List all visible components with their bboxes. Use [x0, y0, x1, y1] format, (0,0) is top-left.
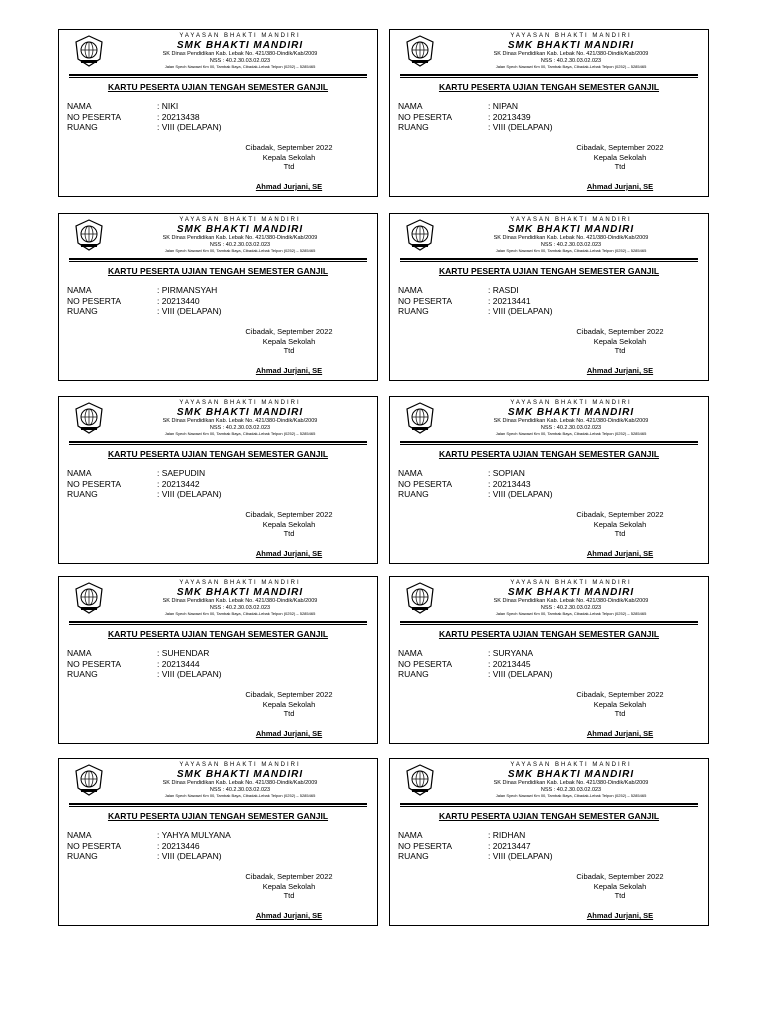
school-address: Jalan Syech Nawawi Km 00, Tambak Baya, Cibadak-Lebak Telpon (0252) – 5285465 [164, 793, 316, 798]
letterhead-rule-thin [69, 806, 367, 807]
room-value: : VIII (DELAPAN) [488, 122, 553, 132]
room-label: RUANG [398, 122, 429, 132]
number-value: : 20213438 [157, 111, 200, 122]
card-title: KARTU PESERTA UJIAN TENGAH SEMESTER GANJIL [107, 629, 329, 639]
school-address: Jalan Syech Nawawi Km 00, Tambak Baya, Cibadak-Lebak Telpon (0252) – 5285465 [164, 64, 316, 69]
school-emblem-icon [404, 219, 436, 251]
letterhead-rule-thin [69, 77, 367, 78]
school-emblem-icon [404, 402, 436, 434]
school-emblem-icon [73, 402, 105, 434]
name-label: NAMA [398, 101, 423, 111]
name-label: NAMA [398, 648, 423, 658]
letterhead-rule [69, 803, 367, 805]
school-emblem-icon [404, 764, 436, 796]
exam-card [389, 576, 709, 744]
place-date: Cibadak, September 2022 [245, 690, 333, 699]
name-value: : YAHYA MULYANA [157, 830, 231, 840]
school-emblem-icon [73, 35, 105, 67]
signer-name: Ahmad Jurjani, SE [255, 729, 323, 738]
school-name: SMK BHAKTI MANDIRI [507, 587, 635, 598]
foundation-name: YAYASAN BHAKTI MANDIRI [179, 217, 301, 223]
signature-mark: Ttd [283, 529, 295, 538]
signature-mark: Ttd [283, 891, 295, 900]
room-label: RUANG [398, 851, 429, 861]
name-value: : RASDI [488, 285, 519, 295]
participant-fields [67, 648, 222, 680]
exam-card [58, 396, 378, 564]
school-decree: SK Dinas Pendidikan Kab. Lebak No. 421/380-Dindik/Kab/2009 [162, 598, 318, 604]
foundation-name: YAYASAN BHAKTI MANDIRI [510, 33, 632, 39]
signature-mark: Ttd [614, 346, 626, 355]
place-date: Cibadak, September 2022 [245, 510, 333, 519]
card-title: KARTU PESERTA UJIAN TENGAH SEMESTER GANJIL [107, 82, 329, 92]
signature-block [560, 327, 680, 375]
room-value: : VIII (DELAPAN) [157, 489, 222, 499]
number-value: : 20213442 [157, 478, 200, 489]
school-decree: SK Dinas Pendidikan Kab. Lebak No. 421/380-Dindik/Kab/2009 [162, 51, 318, 57]
exam-card [389, 29, 709, 197]
school-name: SMK BHAKTI MANDIRI [176, 587, 304, 598]
signature-mark: Ttd [283, 346, 295, 355]
number-label: NO PESERTA [67, 658, 122, 669]
signer-name: Ahmad Jurjani, SE [255, 549, 323, 558]
name-label: NAMA [67, 101, 92, 111]
exam-card [58, 29, 378, 197]
letterhead-rule [400, 441, 698, 443]
school-decree: SK Dinas Pendidikan Kab. Lebak No. 421/380-Dindik/Kab/2009 [493, 780, 649, 786]
exam-card [389, 213, 709, 381]
signer-position: Kepala Sekolah [593, 699, 647, 709]
school-emblem-icon [73, 219, 105, 251]
letterhead-rule [69, 258, 367, 260]
place-date: Cibadak, September 2022 [576, 690, 664, 699]
card-title: KARTU PESERTA UJIAN TENGAH SEMESTER GANJIL [107, 266, 329, 276]
letterhead-rule [400, 258, 698, 260]
school-nss: NSS : 40.2.30.03.02.023 [209, 241, 271, 248]
school-name: SMK BHAKTI MANDIRI [507, 407, 635, 418]
letterhead [442, 33, 700, 69]
school-name: SMK BHAKTI MANDIRI [176, 769, 304, 780]
name-value: : RIDHAN [488, 830, 526, 840]
number-label: NO PESERTA [67, 111, 122, 122]
school-nss: NSS : 40.2.30.03.02.023 [540, 241, 602, 248]
foundation-name: YAYASAN BHAKTI MANDIRI [179, 580, 301, 586]
school-name: SMK BHAKTI MANDIRI [176, 407, 304, 418]
signer-position: Kepala Sekolah [593, 152, 647, 162]
name-label: NAMA [67, 468, 92, 478]
signer-name: Ahmad Jurjani, SE [586, 911, 654, 920]
name-label: NAMA [398, 285, 423, 295]
number-label: NO PESERTA [398, 840, 453, 851]
signer-position: Kepala Sekolah [262, 152, 316, 162]
school-emblem-icon [73, 582, 105, 614]
school-name: SMK BHAKTI MANDIRI [507, 224, 635, 235]
signature-block [560, 690, 680, 738]
signer-position: Kepala Sekolah [262, 519, 316, 529]
letterhead-rule [69, 74, 367, 76]
exam-card [58, 576, 378, 744]
signature-mark: Ttd [614, 891, 626, 900]
number-label: NO PESERTA [398, 295, 453, 306]
signature-mark: Ttd [283, 162, 295, 171]
school-name: SMK BHAKTI MANDIRI [507, 769, 635, 780]
number-value: : 20213445 [488, 658, 531, 669]
school-nss: NSS : 40.2.30.03.02.023 [209, 604, 271, 611]
school-address: Jalan Syech Nawawi Km 00, Tambak Baya, Cibadak-Lebak Telpon (0252) – 5285465 [164, 431, 316, 436]
card-title: KARTU PESERTA UJIAN TENGAH SEMESTER GANJIL [438, 82, 660, 92]
school-address: Jalan Syech Nawawi Km 00, Tambak Baya, Cibadak-Lebak Telpon (0252) – 5285465 [495, 431, 647, 436]
foundation-name: YAYASAN BHAKTI MANDIRI [510, 217, 632, 223]
school-decree: SK Dinas Pendidikan Kab. Lebak No. 421/380-Dindik/Kab/2009 [493, 51, 649, 57]
signer-name: Ahmad Jurjani, SE [586, 182, 654, 191]
school-nss: NSS : 40.2.30.03.02.023 [209, 786, 271, 793]
name-value: : NIKI [157, 101, 179, 111]
place-date: Cibadak, September 2022 [576, 143, 664, 152]
room-label: RUANG [67, 306, 98, 316]
letterhead-rule [400, 803, 698, 805]
place-date: Cibadak, September 2022 [576, 510, 664, 519]
name-label: NAMA [398, 468, 423, 478]
letterhead [111, 762, 369, 798]
participant-fields [398, 468, 553, 500]
room-value: : VIII (DELAPAN) [157, 306, 222, 316]
number-value: : 20213439 [488, 111, 531, 122]
letterhead [111, 217, 369, 253]
exam-card [389, 396, 709, 564]
name-value: : SURYANA [488, 648, 534, 658]
signer-name: Ahmad Jurjani, SE [255, 182, 323, 191]
signature-block [560, 143, 680, 191]
number-value: : 20213441 [488, 295, 531, 306]
room-value: : VIII (DELAPAN) [488, 851, 553, 861]
letterhead-rule-thin [69, 624, 367, 625]
card-title: KARTU PESERTA UJIAN TENGAH SEMESTER GANJIL [438, 449, 660, 459]
name-value: : NIPAN [488, 101, 519, 111]
room-label: RUANG [398, 669, 429, 679]
signer-position: Kepala Sekolah [262, 336, 316, 346]
card-title: KARTU PESERTA UJIAN TENGAH SEMESTER GANJIL [438, 811, 660, 821]
place-date: Cibadak, September 2022 [245, 872, 333, 881]
signer-name: Ahmad Jurjani, SE [586, 729, 654, 738]
room-value: : VIII (DELAPAN) [488, 489, 553, 499]
letterhead-rule-thin [400, 806, 698, 807]
signature-block [229, 327, 349, 375]
foundation-name: YAYASAN BHAKTI MANDIRI [510, 762, 632, 768]
school-decree: SK Dinas Pendidikan Kab. Lebak No. 421/380-Dindik/Kab/2009 [162, 780, 318, 786]
place-date: Cibadak, September 2022 [245, 143, 333, 152]
participant-fields [398, 830, 553, 862]
exam-card [58, 758, 378, 926]
letterhead-rule [400, 621, 698, 623]
number-value: : 20213447 [488, 840, 531, 851]
school-address: Jalan Syech Nawawi Km 00, Tambak Baya, Cibadak-Lebak Telpon (0252) – 5285465 [164, 611, 316, 616]
name-label: NAMA [398, 830, 423, 840]
card-title: KARTU PESERTA UJIAN TENGAH SEMESTER GANJIL [438, 629, 660, 639]
signature-block [229, 510, 349, 558]
number-value: : 20213446 [157, 840, 200, 851]
place-date: Cibadak, September 2022 [245, 327, 333, 336]
room-value: : VIII (DELAPAN) [488, 669, 553, 679]
signature-mark: Ttd [614, 529, 626, 538]
school-nss: NSS : 40.2.30.03.02.023 [540, 604, 602, 611]
signature-mark: Ttd [283, 709, 295, 718]
signature-mark: Ttd [614, 162, 626, 171]
signature-block [560, 510, 680, 558]
school-nss: NSS : 40.2.30.03.02.023 [540, 57, 602, 64]
school-decree: SK Dinas Pendidikan Kab. Lebak No. 421/380-Dindik/Kab/2009 [493, 235, 649, 241]
number-label: NO PESERTA [67, 478, 122, 489]
room-value: : VIII (DELAPAN) [157, 669, 222, 679]
school-name: SMK BHAKTI MANDIRI [176, 224, 304, 235]
school-emblem-icon [404, 582, 436, 614]
school-nss: NSS : 40.2.30.03.02.023 [209, 57, 271, 64]
room-value: : VIII (DELAPAN) [488, 306, 553, 316]
name-value: : SOPIAN [488, 468, 525, 478]
signer-position: Kepala Sekolah [593, 881, 647, 891]
letterhead [111, 400, 369, 436]
letterhead [111, 33, 369, 69]
room-label: RUANG [398, 489, 429, 499]
room-label: RUANG [398, 306, 429, 316]
letterhead [442, 217, 700, 253]
room-label: RUANG [67, 489, 98, 499]
signer-name: Ahmad Jurjani, SE [586, 549, 654, 558]
school-nss: NSS : 40.2.30.03.02.023 [540, 424, 602, 431]
number-label: NO PESERTA [398, 111, 453, 122]
name-label: NAMA [67, 648, 92, 658]
number-label: NO PESERTA [67, 295, 122, 306]
number-value: : 20213440 [157, 295, 200, 306]
name-value: : SAEPUDIN [157, 468, 206, 478]
number-label: NO PESERTA [398, 658, 453, 669]
school-decree: SK Dinas Pendidikan Kab. Lebak No. 421/380-Dindik/Kab/2009 [493, 418, 649, 424]
school-nss: NSS : 40.2.30.03.02.023 [209, 424, 271, 431]
letterhead [111, 580, 369, 616]
number-label: NO PESERTA [398, 478, 453, 489]
school-address: Jalan Syech Nawawi Km 00, Tambak Baya, Cibadak-Lebak Telpon (0252) – 5285465 [495, 793, 647, 798]
foundation-name: YAYASAN BHAKTI MANDIRI [179, 33, 301, 39]
school-emblem-icon [73, 764, 105, 796]
room-label: RUANG [67, 122, 98, 132]
participant-fields [67, 468, 222, 500]
signature-block [560, 872, 680, 920]
place-date: Cibadak, September 2022 [576, 872, 664, 881]
signer-position: Kepala Sekolah [262, 699, 316, 709]
exam-card [389, 758, 709, 926]
school-name: SMK BHAKTI MANDIRI [507, 40, 635, 51]
number-value: : 20213443 [488, 478, 531, 489]
school-decree: SK Dinas Pendidikan Kab. Lebak No. 421/380-Dindik/Kab/2009 [493, 598, 649, 604]
signature-mark: Ttd [614, 709, 626, 718]
room-label: RUANG [67, 851, 98, 861]
school-decree: SK Dinas Pendidikan Kab. Lebak No. 421/380-Dindik/Kab/2009 [162, 418, 318, 424]
card-title: KARTU PESERTA UJIAN TENGAH SEMESTER GANJIL [107, 811, 329, 821]
exam-card [58, 213, 378, 381]
letterhead [442, 400, 700, 436]
letterhead-rule-thin [400, 261, 698, 262]
place-date: Cibadak, September 2022 [576, 327, 664, 336]
participant-fields [67, 285, 222, 317]
foundation-name: YAYASAN BHAKTI MANDIRI [179, 762, 301, 768]
school-decree: SK Dinas Pendidikan Kab. Lebak No. 421/380-Dindik/Kab/2009 [162, 235, 318, 241]
letterhead [442, 762, 700, 798]
room-value: : VIII (DELAPAN) [157, 851, 222, 861]
signer-name: Ahmad Jurjani, SE [255, 366, 323, 375]
participant-fields [398, 101, 553, 133]
signature-block [229, 690, 349, 738]
letterhead-rule [69, 621, 367, 623]
foundation-name: YAYASAN BHAKTI MANDIRI [510, 580, 632, 586]
card-title: KARTU PESERTA UJIAN TENGAH SEMESTER GANJIL [438, 266, 660, 276]
school-address: Jalan Syech Nawawi Km 00, Tambak Baya, Cibadak-Lebak Telpon (0252) – 5285465 [495, 64, 647, 69]
room-value: : VIII (DELAPAN) [157, 122, 222, 132]
number-label: NO PESERTA [67, 840, 122, 851]
signer-name: Ahmad Jurjani, SE [586, 366, 654, 375]
name-value: : PIRMANSYAH [157, 285, 218, 295]
school-address: Jalan Syech Nawawi Km 00, Tambak Baya, Cibadak-Lebak Telpon (0252) – 5285465 [164, 248, 316, 253]
school-address: Jalan Syech Nawawi Km 00, Tambak Baya, Cibadak-Lebak Telpon (0252) – 5285465 [495, 248, 647, 253]
card-title: KARTU PESERTA UJIAN TENGAH SEMESTER GANJIL [107, 449, 329, 459]
name-value: : SUHENDAR [157, 648, 210, 658]
letterhead [442, 580, 700, 616]
name-label: NAMA [67, 830, 92, 840]
letterhead-rule-thin [400, 624, 698, 625]
letterhead-rule-thin [400, 77, 698, 78]
letterhead-rule-thin [400, 444, 698, 445]
letterhead-rule-thin [69, 261, 367, 262]
school-address: Jalan Syech Nawawi Km 00, Tambak Baya, Cibadak-Lebak Telpon (0252) – 5285465 [495, 611, 647, 616]
participant-fields [67, 830, 231, 862]
letterhead-rule [400, 74, 698, 76]
letterhead-rule [69, 441, 367, 443]
name-label: NAMA [67, 285, 92, 295]
school-nss: NSS : 40.2.30.03.02.023 [540, 786, 602, 793]
signature-block [229, 872, 349, 920]
foundation-name: YAYASAN BHAKTI MANDIRI [510, 400, 632, 406]
signer-position: Kepala Sekolah [262, 881, 316, 891]
participant-fields [398, 285, 553, 317]
school-emblem-icon [404, 35, 436, 67]
letterhead-rule-thin [69, 444, 367, 445]
signer-name: Ahmad Jurjani, SE [255, 911, 323, 920]
participant-fields [67, 101, 222, 133]
signature-block [229, 143, 349, 191]
signer-position: Kepala Sekolah [593, 336, 647, 346]
signer-position: Kepala Sekolah [593, 519, 647, 529]
number-value: : 20213444 [157, 658, 200, 669]
foundation-name: YAYASAN BHAKTI MANDIRI [179, 400, 301, 406]
room-label: RUANG [67, 669, 98, 679]
participant-fields [398, 648, 553, 680]
school-name: SMK BHAKTI MANDIRI [176, 40, 304, 51]
